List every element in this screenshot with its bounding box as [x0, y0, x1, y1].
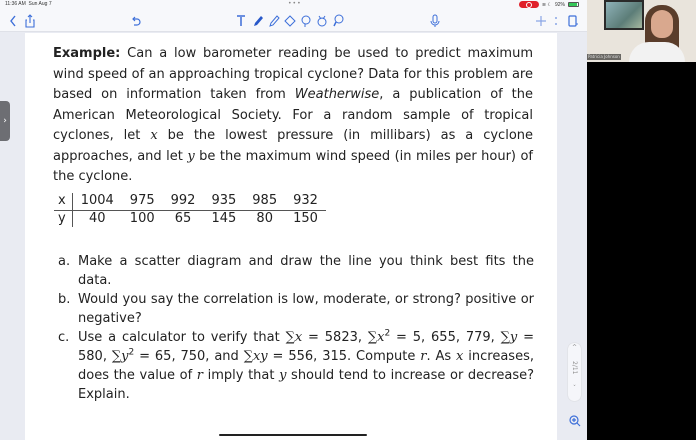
- eraser-tool-icon[interactable]: [284, 13, 296, 29]
- highlighter-tool-icon[interactable]: [268, 13, 280, 29]
- lasso-tool-icon[interactable]: [300, 13, 312, 29]
- shapes-tool-icon[interactable]: [316, 13, 328, 29]
- example-paragraph: Example: Can a low barometer reading be used to predict maximum wind speed of an approaching tropical cyclone? Data for this problem are based on information taken from Weatherwise, a publication of the American Meteorological Society. For a random sample of tropical cyclones, let x be the lowest pressure (in millibars) as a cyclone approaches, and let y be the maximum wind speed (in miles per hour) of the cyclone.: [53, 46, 534, 184]
- question-label: b.: [58, 292, 71, 307]
- table-cell: 1004: [72, 193, 122, 210]
- table-cell: 80: [256, 210, 273, 226]
- participant-face: [651, 10, 673, 38]
- table-cell: 992: [163, 193, 204, 210]
- undo-icon[interactable]: [130, 13, 142, 29]
- question-a: [58, 252, 534, 290]
- question-list: [58, 252, 534, 404]
- table-cell: 100: [129, 210, 155, 226]
- row-label: x: [54, 193, 72, 210]
- pages-icon[interactable]: [567, 13, 579, 29]
- page-navigator[interactable]: [568, 343, 581, 401]
- table-cell: 65: [174, 210, 192, 226]
- source-title: Weatherwise: [294, 87, 380, 102]
- sticker-tool-icon[interactable]: [332, 13, 344, 29]
- battery-percent: 92%: [554, 1, 565, 8]
- page-up-button[interactable]: ^: [571, 344, 578, 351]
- page-indicator: 2/11: [571, 361, 578, 375]
- share-icon[interactable]: [24, 13, 36, 29]
- status-time: 11:36 AM Sun Aug 7: [5, 1, 52, 7]
- back-chevron-icon[interactable]: [8, 13, 18, 29]
- video-call-tile[interactable]: [587, 0, 696, 62]
- multitask-dots[interactable]: •••: [288, 0, 302, 7]
- row-label: y: [54, 210, 72, 227]
- example-label: Example:: [53, 46, 121, 61]
- wifi-icon: ≋ ☾: [541, 1, 552, 8]
- add-icon[interactable]: [536, 13, 546, 29]
- participant-shirt: [629, 42, 685, 62]
- question-label: c.: [58, 330, 70, 345]
- question-text: Make a scatter diagram and draw the line you think best fits the data.: [78, 254, 534, 288]
- home-indicator[interactable]: [219, 434, 367, 436]
- question-label: a.: [58, 254, 71, 269]
- more-icon[interactable]: [553, 13, 559, 29]
- data-table: [54, 193, 326, 227]
- sidebar-toggle-button[interactable]: ›: [0, 101, 10, 141]
- text-tool-icon[interactable]: [236, 13, 246, 29]
- table-cell: 975: [122, 193, 163, 210]
- screen-recording-icon[interactable]: [519, 1, 539, 8]
- microphone-icon[interactable]: [430, 13, 440, 29]
- table-cell: 40: [88, 210, 106, 226]
- table-cell: 150: [293, 210, 318, 226]
- table-cell: 145: [211, 210, 237, 226]
- page-down-button[interactable]: ˇ: [573, 385, 576, 392]
- pen-tool-icon[interactable]: [252, 13, 264, 29]
- battery-icon: [568, 2, 579, 7]
- table-row-y: [54, 210, 326, 227]
- question-text: Would you say the correlation is low, moderate, or strong? positive or negative?: [78, 292, 534, 326]
- table-row-x: [54, 193, 326, 210]
- zoom-icon[interactable]: [568, 414, 582, 428]
- status-indicators: [519, 1, 579, 8]
- question-b: [58, 290, 534, 328]
- question-c: [58, 328, 534, 404]
- table-cell: 985: [244, 193, 285, 210]
- wall-painting: [604, 0, 644, 30]
- notes-toolbar: [0, 10, 587, 32]
- table-cell: 935: [203, 193, 244, 210]
- question-text: Use a calculator to verify that ∑x = 5823, $\sum x^2 = 5$, 655, 779, ∑y = 580, $\sum y^2 = 65$, 750, and ∑xy = 556, 315. Compute r. As x increases, does the value of r imply that y should tend to increase or decrease? Explain.: [78, 328, 534, 402]
- table-cell: 932: [285, 193, 326, 210]
- status-bar: [0, 0, 587, 10]
- participant-name-tag: Patricia Johnson: [588, 54, 620, 59]
